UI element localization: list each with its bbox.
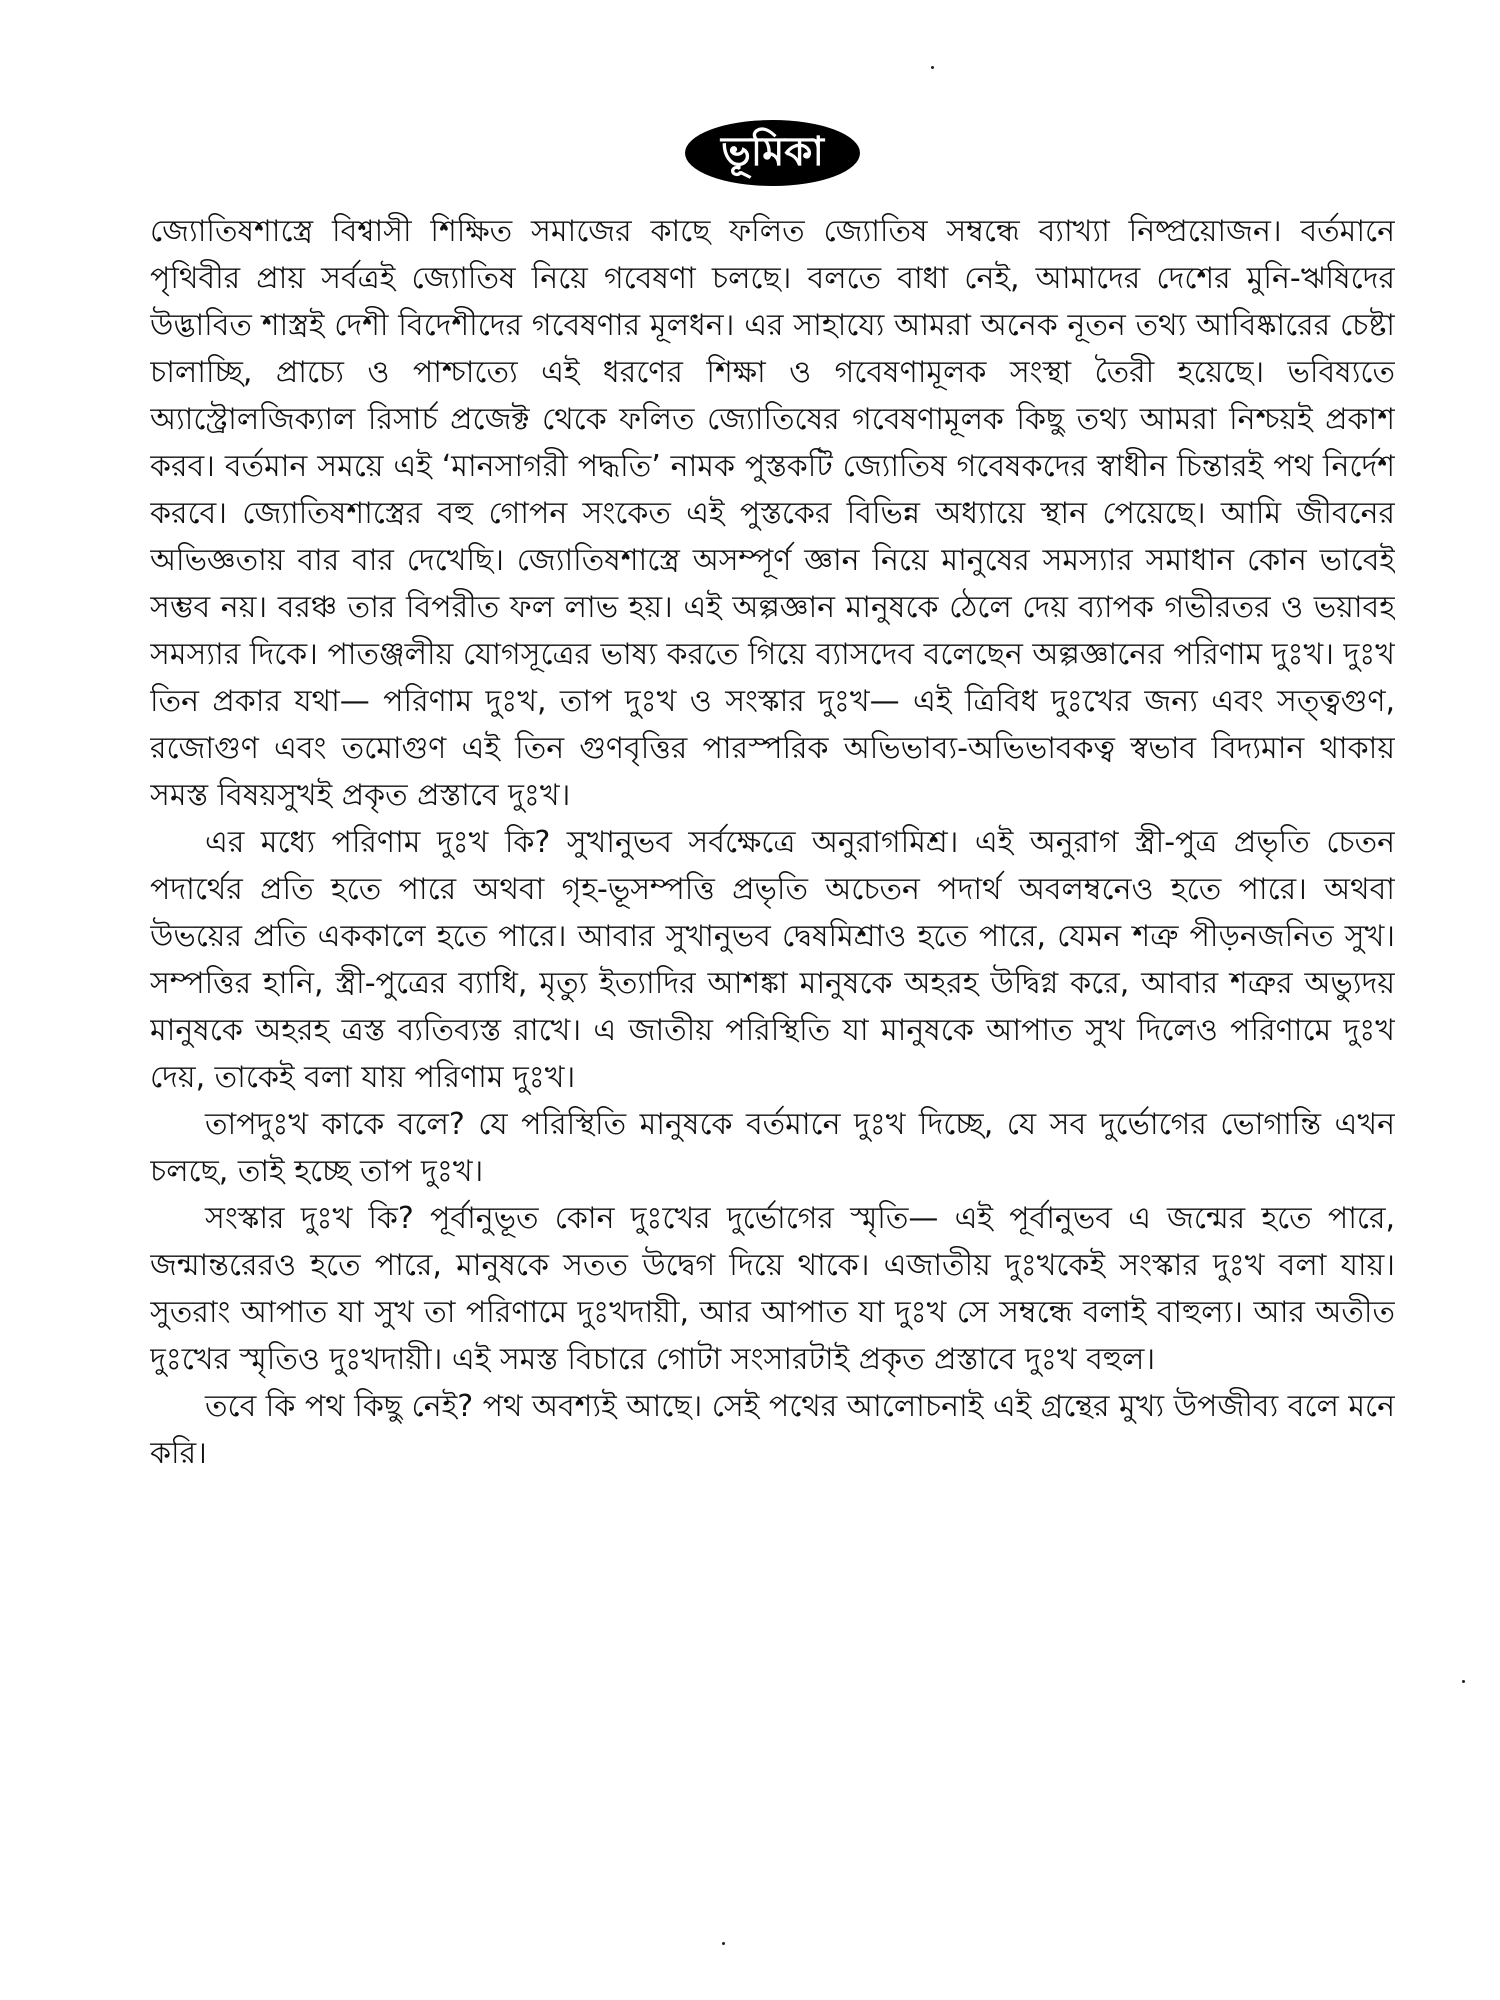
paragraph-5: তবে কি পথ কিছু নেই? পথ অবশ্যই আছে। সেই পথের আলোচনাই এই গ্রন্থের মুখ্য উপজীব্য বলে মনে করি। (150, 1389, 1395, 1471)
scan-speck (1462, 1680, 1465, 1683)
title-wrap (150, 120, 1395, 186)
page-title: ভূমিকা (685, 120, 860, 186)
paragraph-3: তাপদুঃখ কাকে বলে? যে পরিস্থিতি মানুষকে বর্তমানে দুঃখ দিচ্ছে, যে সব দুর্ভোগের ভোগান্তি এখন চলছে, তাই হচ্ছে তাপ দুঃখ। (150, 1107, 1395, 1189)
paragraph-2: এর মধ্যে পরিণাম দুঃখ কি? সুখানুভব সর্বক্ষেত্রে অনুরাগমিশ্র। এই অনুরাগ স্ত্রী-পুত্র প্রভৃতি চেতন পদার্থের প্রতি হতে পারে অথবা গৃহ-ভূসম্পত্তি প্রভৃতি অচেতন পদার্থ অবলম্বনেও হতে পারে। অথবা উভয়ের প্রতি এককালে হতে পারে। আবার সুখানুভব দ্বেষমিশ্রাও হতে পারে, যেমন শত্রু পীড়নজনিত সুখ। সম্পত্তির হানি, স্ত্রী-পুত্রের ব্যাধি, মৃত্যু ইত্যাদির আশঙ্কা মানুষকে অহরহ উদ্বিগ্ন করে, আবার শত্রুর অভ্যুদয় মানুষকে অহরহ ত্রস্ত ব্যতিব্যস্ত রাখে। এ জাতীয় পরিস্থিতি যা মানুষকে আপাত সুখ দিলেও পরিণামে দুঃখ দেয়, তাকেই বলা যায় পরিণাম দুঃখ। (150, 825, 1395, 1095)
paragraph-4: সংস্কার দুঃখ কি? পূর্বানুভূত কোন দুঃখের দুর্ভোগের স্মৃতি— এই পূর্বানুভব এ জন্মের হতে পারে, জন্মান্তরেরও হতে পারে, মানুষকে সতত উদ্বেগ দিয়ে থাকে। এজাতীয় দুঃখকেই সংস্কার দুঃখ বলা যায়। সুতরাং আপাত যা সুখ তা পরিণামে দুঃখদায়ী, আর আপাত যা দুঃখ সে সম্বন্ধে বলাই বাহুল্য। আর অতীত দুঃখের স্মৃতিও দুঃখদায়ী। এই সমস্ত বিচারে গোটা সংসারটাই প্রকৃত প্রস্তাবে দুঃখ বহুল। (150, 1201, 1395, 1377)
paragraph-1: জ্যোতিষশাস্ত্রে বিশ্বাসী শিক্ষিত সমাজের কাছে ফলিত জ্যোতিষ সম্বন্ধে ব্যাখ্যা নিষ্প্রয়োজন। বর্তমানে পৃথিবীর প্রায় সর্বত্রই জ্যোতিষ নিয়ে গবেষণা চলছে। বলতে বাধা নেই, আমাদের দেশের মুনি-ঋষিদের উদ্ভাবিত শাস্ত্রই দেশী বিদেশীদের গবেষণার মূলধন। এর সাহায্যে আমরা অনেক নূতন তথ্য আবিষ্কারের চেষ্টা চালাচ্ছি, প্রাচ্যে ও পাশ্চাত্যে এই ধরণের শিক্ষা ও গবেষণামূলক সংস্থা তৈরী হয়েছে। ভবিষ্যতে অ্যাস্ট্রোলজিক্যাল রিসার্চ প্রজেক্ট থেকে ফলিত জ্যোতিষের গবেষণামূলক কিছু তথ্য আমরা নিশ্চয়ই প্রকাশ করব। বর্তমান সময়ে এই ‘মানসাগরী পদ্ধতি’ নামক পুস্তকটি জ্যোতিষ গবেষকদের স্বাধীন চিন্তারই পথ নির্দেশ করবে। জ্যোতিষশাস্ত্রের বহু গোপন সংকেত এই পুস্তকের বিভিন্ন অধ্যায়ে স্থান পেয়েছে। আমি জীবনের অভিজ্ঞতায় বার বার দেখেছি। জ্যোতিষশাস্ত্রে অসম্পূর্ণ জ্ঞান নিয়ে মানুষের সমস্যার সমাধান কোন ভাবেই সম্ভব নয়। বরঞ্চ তার বিপরীত ফল লাভ হয়। এই অল্পজ্ঞান মানুষকে ঠেলে দেয় ব্যাপক গভীরতর ও ভয়াবহ সমস্যার দিকে। পাতঞ্জলীয় যোগসূত্রের ভাষ্য করতে গিয়ে ব্যাসদেব বলেছেন অল্পজ্ঞানের পরিণাম দুঃখ। দুঃখ তিন প্রকার যথা— পরিণাম দুঃখ, তাপ দুঃখ ও সংস্কার দুঃখ— এই ত্রিবিধ দুঃখের জন্য এবং সত্ত্বগুণ, রজোগুণ এবং তমোগুণ এই তিন গুণবৃত্তির পারস্পরিক অভিভাব্য-অভিভাবকত্ব স্বভাব বিদ্যমান থাকায় সমস্ত বিষয়সুখই প্রকৃত প্রস্তাবে দুঃখ। (150, 214, 1395, 813)
preface-page (150, 120, 1395, 1980)
scan-speck (931, 66, 934, 69)
